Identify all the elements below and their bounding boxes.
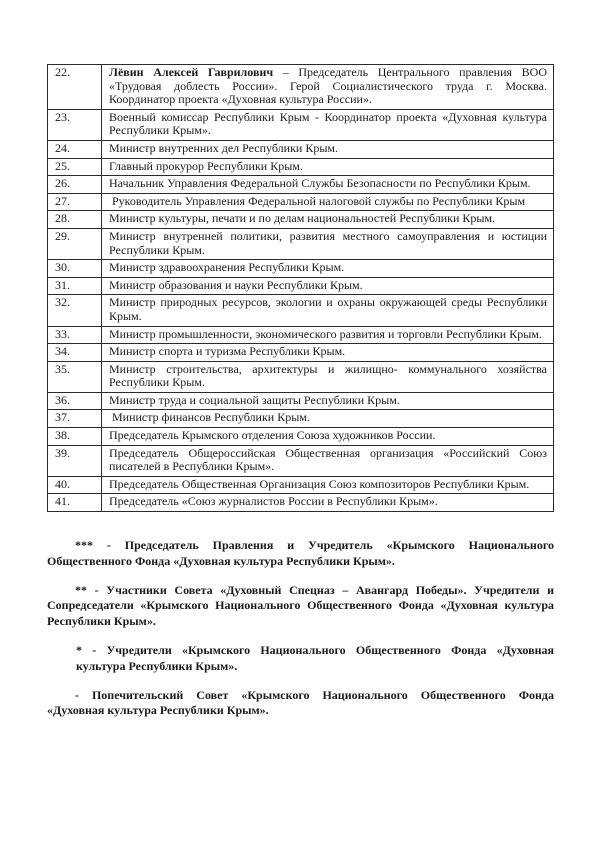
row-number-cell: 31. xyxy=(48,277,102,295)
row-number-cell: 28. xyxy=(48,211,102,229)
row-number-cell: 24. xyxy=(48,140,102,158)
table-row xyxy=(48,410,554,428)
table-row xyxy=(48,211,554,229)
officials-table xyxy=(47,64,554,512)
row-text-cell: Председатель «Союз журналистов России в Республики Крым». xyxy=(102,494,554,512)
table-row xyxy=(48,176,554,194)
table-row xyxy=(48,158,554,176)
table-row xyxy=(48,428,554,446)
row-text-cell: Министр труда и социальной защиты Республики Крым. xyxy=(102,392,554,410)
table-row xyxy=(48,494,554,512)
row-text-cell: Начальник Управления Федеральной Службы Безопасности по Республики Крым. xyxy=(102,176,554,194)
row-text-cell: Министр спорта и туризма Республики Крым. xyxy=(102,344,554,362)
person-name: Лёвин Алексей Гаврилович xyxy=(109,65,274,79)
row-text-cell: Министр строительства, архитектуры и жилищно- коммунального хозяйства Республики Крым. xyxy=(102,361,554,392)
row-text-cell: Министр природных ресурсов, экологии и охраны окружающей среды Республики Крым. xyxy=(102,295,554,326)
row-text-cell: Военный комиссар Республики Крым - Координатор проекта «Духовная культура Республики Крым». xyxy=(102,109,554,140)
row-text-cell: Председатель Общественная Организация Союз композиторов Республики Крым. xyxy=(102,476,554,494)
row-text-cell: Председатель Общероссийская Общественная организация «Российский Союз писателей в Республики Крым». xyxy=(102,445,554,476)
row-text-cell: Председатель Крымского отделения Союза художников России. xyxy=(102,428,554,446)
officials-table-body xyxy=(48,65,554,512)
footnote-dash: - Попечительский Совет «Крымского Национального Общественного Фонда «Духовная культура Республики Крым». xyxy=(47,687,554,718)
table-row xyxy=(48,228,554,259)
table-row xyxy=(48,344,554,362)
row-number-cell: 38. xyxy=(48,428,102,446)
row-number-cell: 34. xyxy=(48,344,102,362)
row-number-cell: 27. xyxy=(48,193,102,211)
row-text: – Председатель Центрального правления ВОО «Трудовая доблесть России». Герой Социалистического труда г. Москва. Координатор проекта «Духовная культура России». xyxy=(109,65,547,107)
footnotes-section xyxy=(47,538,554,719)
row-text-cell: Министр здравоохранения Республики Крым. xyxy=(102,260,554,278)
row-number-cell: 32. xyxy=(48,295,102,326)
table-row xyxy=(48,361,554,392)
row-number-cell: 35. xyxy=(48,361,102,392)
row-text-cell: Министр финансов Республики Крым. xyxy=(102,410,554,428)
footnote-three-asterisks: *** - Председатель Правления и Учредитель «Крымского Национального Общественного Фонда «Духовная культура Республики Крым». xyxy=(47,538,554,568)
table-row xyxy=(48,445,554,476)
footnote-one-asterisk: * - Учредители «Крымского Национального Общественного Фонда «Духовная культура Республики Крым». xyxy=(76,643,554,673)
table-row xyxy=(48,193,554,211)
row-number-cell: 23. xyxy=(48,109,102,140)
row-text-cell xyxy=(102,65,554,110)
row-number-cell: 40. xyxy=(48,476,102,494)
row-number-cell: 25. xyxy=(48,158,102,176)
row-text-cell: Главный прокурор Республики Крым. xyxy=(102,158,554,176)
row-number-cell: 26. xyxy=(48,176,102,194)
table-row xyxy=(48,295,554,326)
table-row xyxy=(48,260,554,278)
row-number-cell: 36. xyxy=(48,392,102,410)
row-number-cell: 39. xyxy=(48,445,102,476)
row-number-cell: 37. xyxy=(48,410,102,428)
row-number-cell: 30. xyxy=(48,260,102,278)
row-text-cell: Руководитель Управления Федеральной налоговой службы по Республики Крым xyxy=(102,193,554,211)
row-number-cell: 29. xyxy=(48,228,102,259)
table-row xyxy=(48,277,554,295)
row-text-cell: Министр культуры, печати и по делам национальностей Республики Крым. xyxy=(102,211,554,229)
table-row xyxy=(48,326,554,344)
table-row xyxy=(48,109,554,140)
row-number-cell: 22. xyxy=(48,65,102,110)
row-text-cell: Министр внутренней политики, развития местного самоуправления и юстиции Республики Крым. xyxy=(102,228,554,259)
row-text-cell: Министр внутренних дел Республики Крым. xyxy=(102,140,554,158)
table-row xyxy=(48,65,554,110)
table-row xyxy=(48,476,554,494)
row-text-cell: Министр промышленности, экономического развития и торговли Республики Крым. xyxy=(102,326,554,344)
row-text-cell: Министр образования и науки Республики Крым. xyxy=(102,277,554,295)
row-number-cell: 33. xyxy=(48,326,102,344)
table-row xyxy=(48,140,554,158)
row-number-cell: 41. xyxy=(48,494,102,512)
table-row xyxy=(48,392,554,410)
footnote-two-asterisks: ** - Участники Совета «Духовный Спецназ – Авангард Победы». Учредители и Сопредседатели «Крымского Национального Общественного Фонда «Духовная культура Республики Крым». xyxy=(47,582,554,629)
